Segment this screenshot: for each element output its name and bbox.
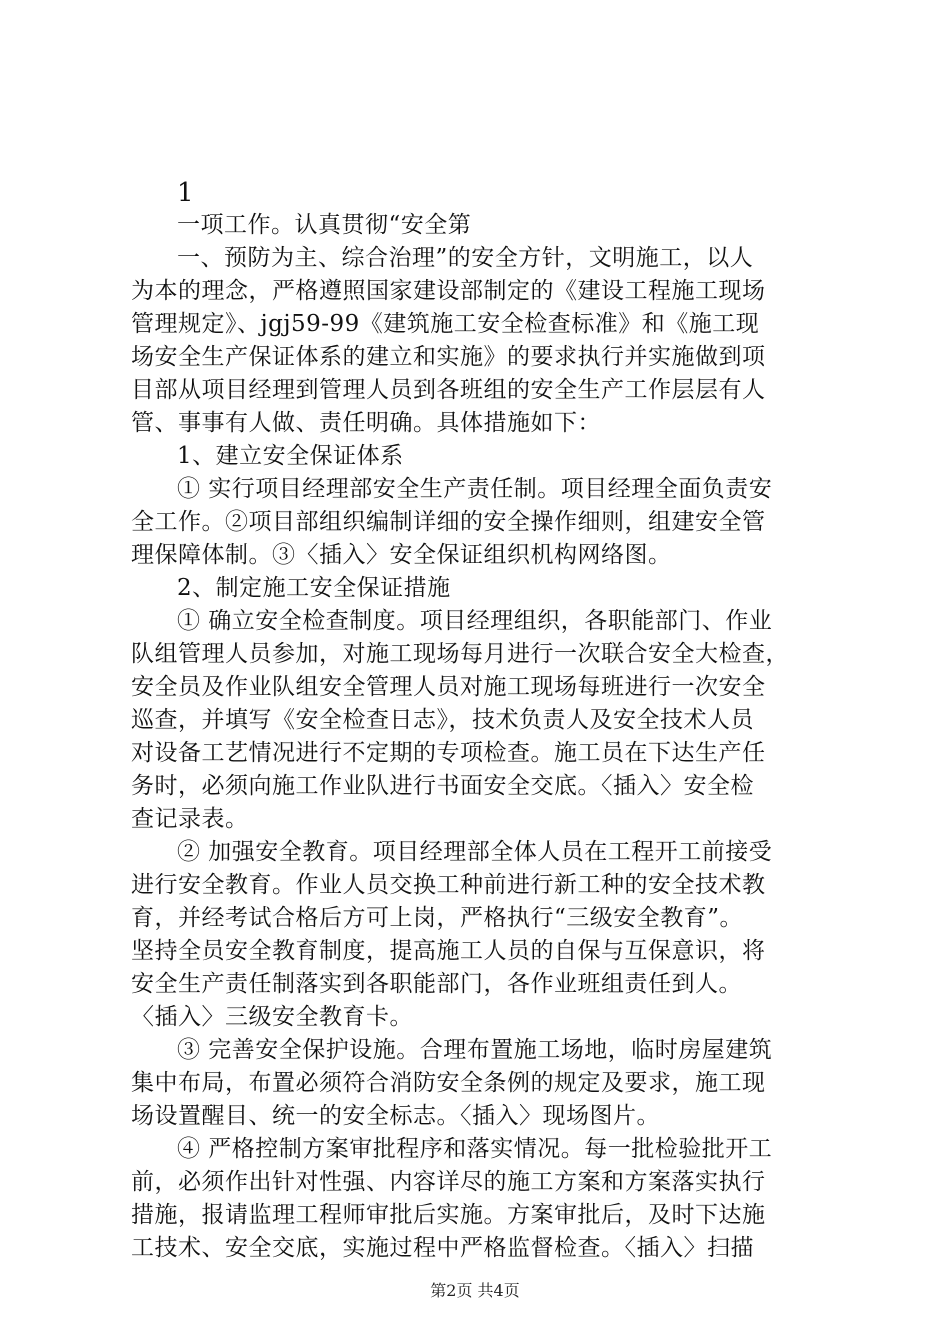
paragraph-line: 一、预防为主、综合治理”的安全方针，文明施工，以人 bbox=[177, 245, 754, 271]
paragraph-line: 工技术、安全交底，实施过程中严格监督检查。〈插入〉扫描 bbox=[131, 1235, 754, 1261]
section-heading: 2、制定施工安全保证措施 bbox=[177, 575, 451, 601]
paragraph-line: 安全生产责任制落实到各职能部门，各作业班组责任到人。 bbox=[131, 971, 742, 997]
paragraph-line: 进行安全教育。作业人员交换工种前进行新工种的安全技术教 bbox=[131, 872, 766, 898]
paragraph-line: 前，必须作出针对性强、内容详尽的施工方案和方案落实执行 bbox=[131, 1169, 766, 1195]
paragraph-line: 理保障体制。③〈插入〉安全保证组织机构网络图。 bbox=[131, 542, 672, 568]
paragraph-line: 坚持全员安全教育制度，提高施工人员的自保与互保意识，将 bbox=[131, 938, 766, 964]
paragraph-line: 全工作。②项目部组织编制详细的安全操作细则，组建安全管 bbox=[131, 509, 766, 535]
paragraph-line: ① 确立安全检查制度。项目经理组织，各职能部门、作业 bbox=[177, 608, 773, 634]
paragraph-line: 安全员及作业队组安全管理人员对施工现场每班进行一次安全 bbox=[131, 674, 766, 700]
document-body bbox=[131, 177, 831, 1265]
paragraph-line: 巡查，并填写《安全检查日志》，技术负责人及安全技术人员 bbox=[131, 707, 754, 733]
paragraph-line: ④ 严格控制方案审批程序和落实情况。每一批检验批开工 bbox=[177, 1136, 773, 1162]
paragraph-line: 〈插入〉三级安全教育卡。 bbox=[131, 1004, 413, 1030]
paragraph-line: 一项工作。认真贯彻“安全第 bbox=[177, 212, 472, 238]
page-footer: 第2页 共4页 bbox=[430, 1281, 520, 1300]
paragraph-line: 查记录表。 bbox=[131, 806, 249, 832]
paragraph-line: 务时，必须向施工作业队进行书面安全交底。〈插入〉安全检 bbox=[131, 773, 754, 799]
paragraph-line: 为本的理念，严格遵照国家建设部制定的《建设工程施工现场 bbox=[131, 278, 766, 304]
paragraph-line: 对设备工艺情况进行不定期的专项检查。施工员在下达生产任 bbox=[131, 740, 766, 766]
paragraph-line: 育，并经考试合格后方可上岗，严格执行“三级安全教育”。 bbox=[131, 905, 744, 931]
paragraph-line: 管理规定》、jgj59-99《建筑施工安全检查标准》和《施工现 bbox=[131, 311, 760, 337]
section-heading: 1、建立安全保证体系 bbox=[177, 443, 404, 469]
paragraph-line: 场设置醒目、统一的安全标志。〈插入〉现场图片。 bbox=[131, 1103, 660, 1129]
paragraph-line: 场安全生产保证体系的建立和实施》的要求执行并实施做到项 bbox=[131, 344, 766, 370]
paragraph-line: 措施，报请监理工程师审批后实施。方案审批后，及时下达施 bbox=[131, 1202, 766, 1228]
paragraph-line: 管、事事有人做、责任明确。具体措施如下： bbox=[131, 410, 601, 436]
paragraph-line: ① 实行项目经理部安全生产责任制。项目经理全面负责安 bbox=[177, 476, 773, 502]
page-marker: 1 bbox=[177, 178, 194, 208]
paragraph-line: ③ 完善安全保护设施。合理布置施工场地，临时房屋建筑 bbox=[177, 1037, 773, 1063]
paragraph-line: ② 加强安全教育。项目经理部全体人员在工程开工前接受 bbox=[177, 839, 773, 865]
paragraph-line: 目部从项目经理到管理人员到各班组的安全生产工作层层有人 bbox=[131, 377, 766, 403]
paragraph-line: 集中布局，布置必须符合消防安全条例的规定及要求，施工现 bbox=[131, 1070, 766, 1096]
paragraph-line: 队组管理人员参加，对施工现场每月进行一次联合安全大检查， bbox=[131, 641, 789, 667]
